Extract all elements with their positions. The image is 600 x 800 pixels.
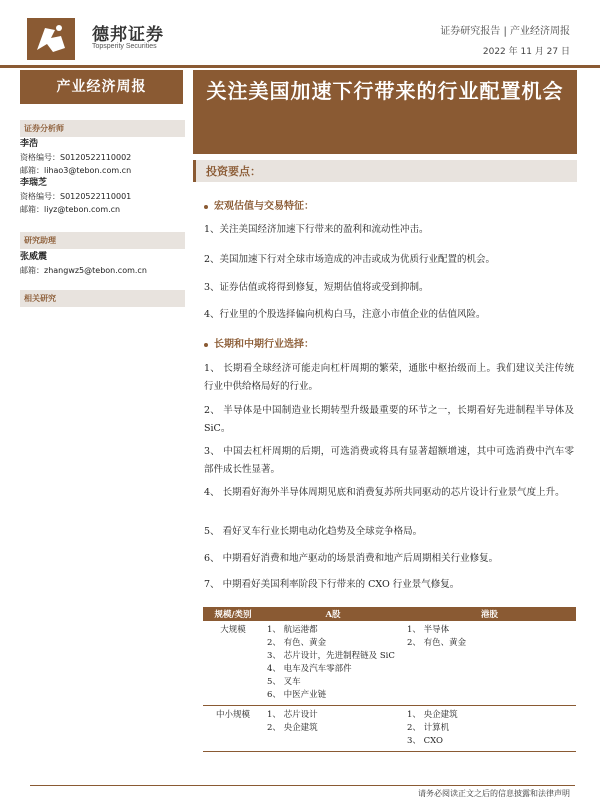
header-divider [0,65,600,68]
table-cell-item: 6、 中医产业链 [267,690,327,700]
table-cell-item: 3、 芯片设计，先进制程链及 SiC [267,651,395,661]
logo-icon [27,18,75,60]
table-cell-hk-share [403,621,576,706]
section-heading-text: 长期和中期行业选择： [214,339,314,350]
analyst-name: 李浩 [20,139,39,149]
summary-heading: 投资要点： [193,160,577,182]
assistant-heading: 研究助理 [20,232,185,249]
page-title: 关注美国加速下行带来的行业配置机会 [193,70,577,154]
related-research-heading: 相关研究 [20,290,185,307]
list-item: 2、美国加速下行对全球市场造成的冲击或成为优质行业配置的机会。 [204,254,496,265]
list-item: 4、 长期看好海外半导体周期见底和消费复苏所共同驱动的芯片设计行业景气度上升。 [204,487,565,498]
table-cell-item: 1、 航运港都 [267,625,318,635]
assistant-name: 张威震 [20,252,48,262]
report-category-label: 产业经济周报 [20,70,183,104]
industry-table [203,607,576,752]
report-date: 2022 年 11 月 27 日 [482,47,570,57]
analyst-email: 邮箱：liyz@tebon.com.cn [20,205,121,214]
table-header: 规模/类别 [203,607,263,621]
table-header: A股 [263,607,403,621]
analyst-heading: 证券分析师 [20,120,185,137]
list-item: 1、 长期看全球经济可能走向杠杆周期的繁荣，通胀中枢抬级而上。我们建议关注传统行业中供给格局好的行业。 [204,363,574,392]
logo-text-en: Topsperity Securities [92,43,157,50]
table-cell-item: 1、 半导体 [407,625,450,635]
footer-divider [30,785,575,786]
section-heading-text: 宏观估值与交易特征： [214,201,314,212]
analyst-email: 邮箱：lihao3@tebon.com.cn [20,166,132,175]
analyst-list [20,138,185,216]
list-item: 6、 中期看好消费和地产驱动的场景消费和地产后周期相关行业修复。 [204,553,499,564]
assistant-info [20,251,185,277]
bullet-icon [204,343,208,347]
table-cell-item: 2、 有色、黄金 [267,638,327,648]
logo-text-cn: 德邦证券 [92,25,164,45]
table-cell-a-share [263,706,403,752]
table-cell-item: 2、 计算机 [407,723,450,733]
list-item: 4、行业里的个股选择偏向机构白马，注意小市值企业的估值风险。 [204,309,486,320]
table-cell-category: 大规模 [203,621,263,706]
table-header-row [203,607,576,621]
list-item: 2、 半导体是中国制造业长期转型升级最重要的环节之一，长期看好先进制程半导体及 SiC。 [204,405,574,434]
footer-disclaimer: 请务必阅读正文之后的信息披露和法律声明 [418,789,570,798]
table-cell-hk-share [403,706,576,752]
table-cell-item: 1、 央企建筑 [407,710,458,720]
table-cell-item: 4、 电车及汽车零部件 [267,664,352,674]
section-heading [204,335,314,350]
list-item: 3、证券估值或将得到修复，短期估值将或受到抑制。 [204,282,429,293]
table-cell-item: 5、 叉车 [267,677,301,687]
section-heading [204,197,314,212]
table-cell-item: 3、 CXO [407,736,443,746]
list-item: 3、 中国去杠杆周期的后期，可选消费或将具有显著超额增速，其中可选消费中汽车零部件成长性显著。 [204,446,574,475]
analyst-license: 资格编号：S0120522110002 [20,153,132,162]
table-cell-category: 中小规模 [203,706,263,752]
analyst-name: 李瑞芝 [20,178,48,188]
list-item: 1、关注美国经济加速下行带来的盈利和流动性冲击。 [204,224,429,235]
table-row [203,621,576,706]
table-cell-a-share [263,621,403,706]
table-row [203,706,576,752]
assistant-email: 邮箱：zhangwz5@tebon.com.cn [20,266,147,275]
table-header: 港股 [403,607,576,621]
list-item: 7、 中期看好美国利率阶段下行带来的 CXO 行业景气修复。 [204,579,460,590]
bullet-icon [204,205,208,209]
table-cell-item: 1、 芯片设计 [267,710,318,720]
list-item: 5、 看好叉车行业长期电动化趋势及全球竞争格局。 [204,526,423,537]
table-cell-item: 2、 央企建筑 [267,723,318,733]
table-cell-item: 2、 有色、黄金 [407,638,467,648]
report-type: 证券研究报告 | 产业经济周报 [440,26,570,37]
analyst-license: 资格编号：S0120522110001 [20,192,132,201]
